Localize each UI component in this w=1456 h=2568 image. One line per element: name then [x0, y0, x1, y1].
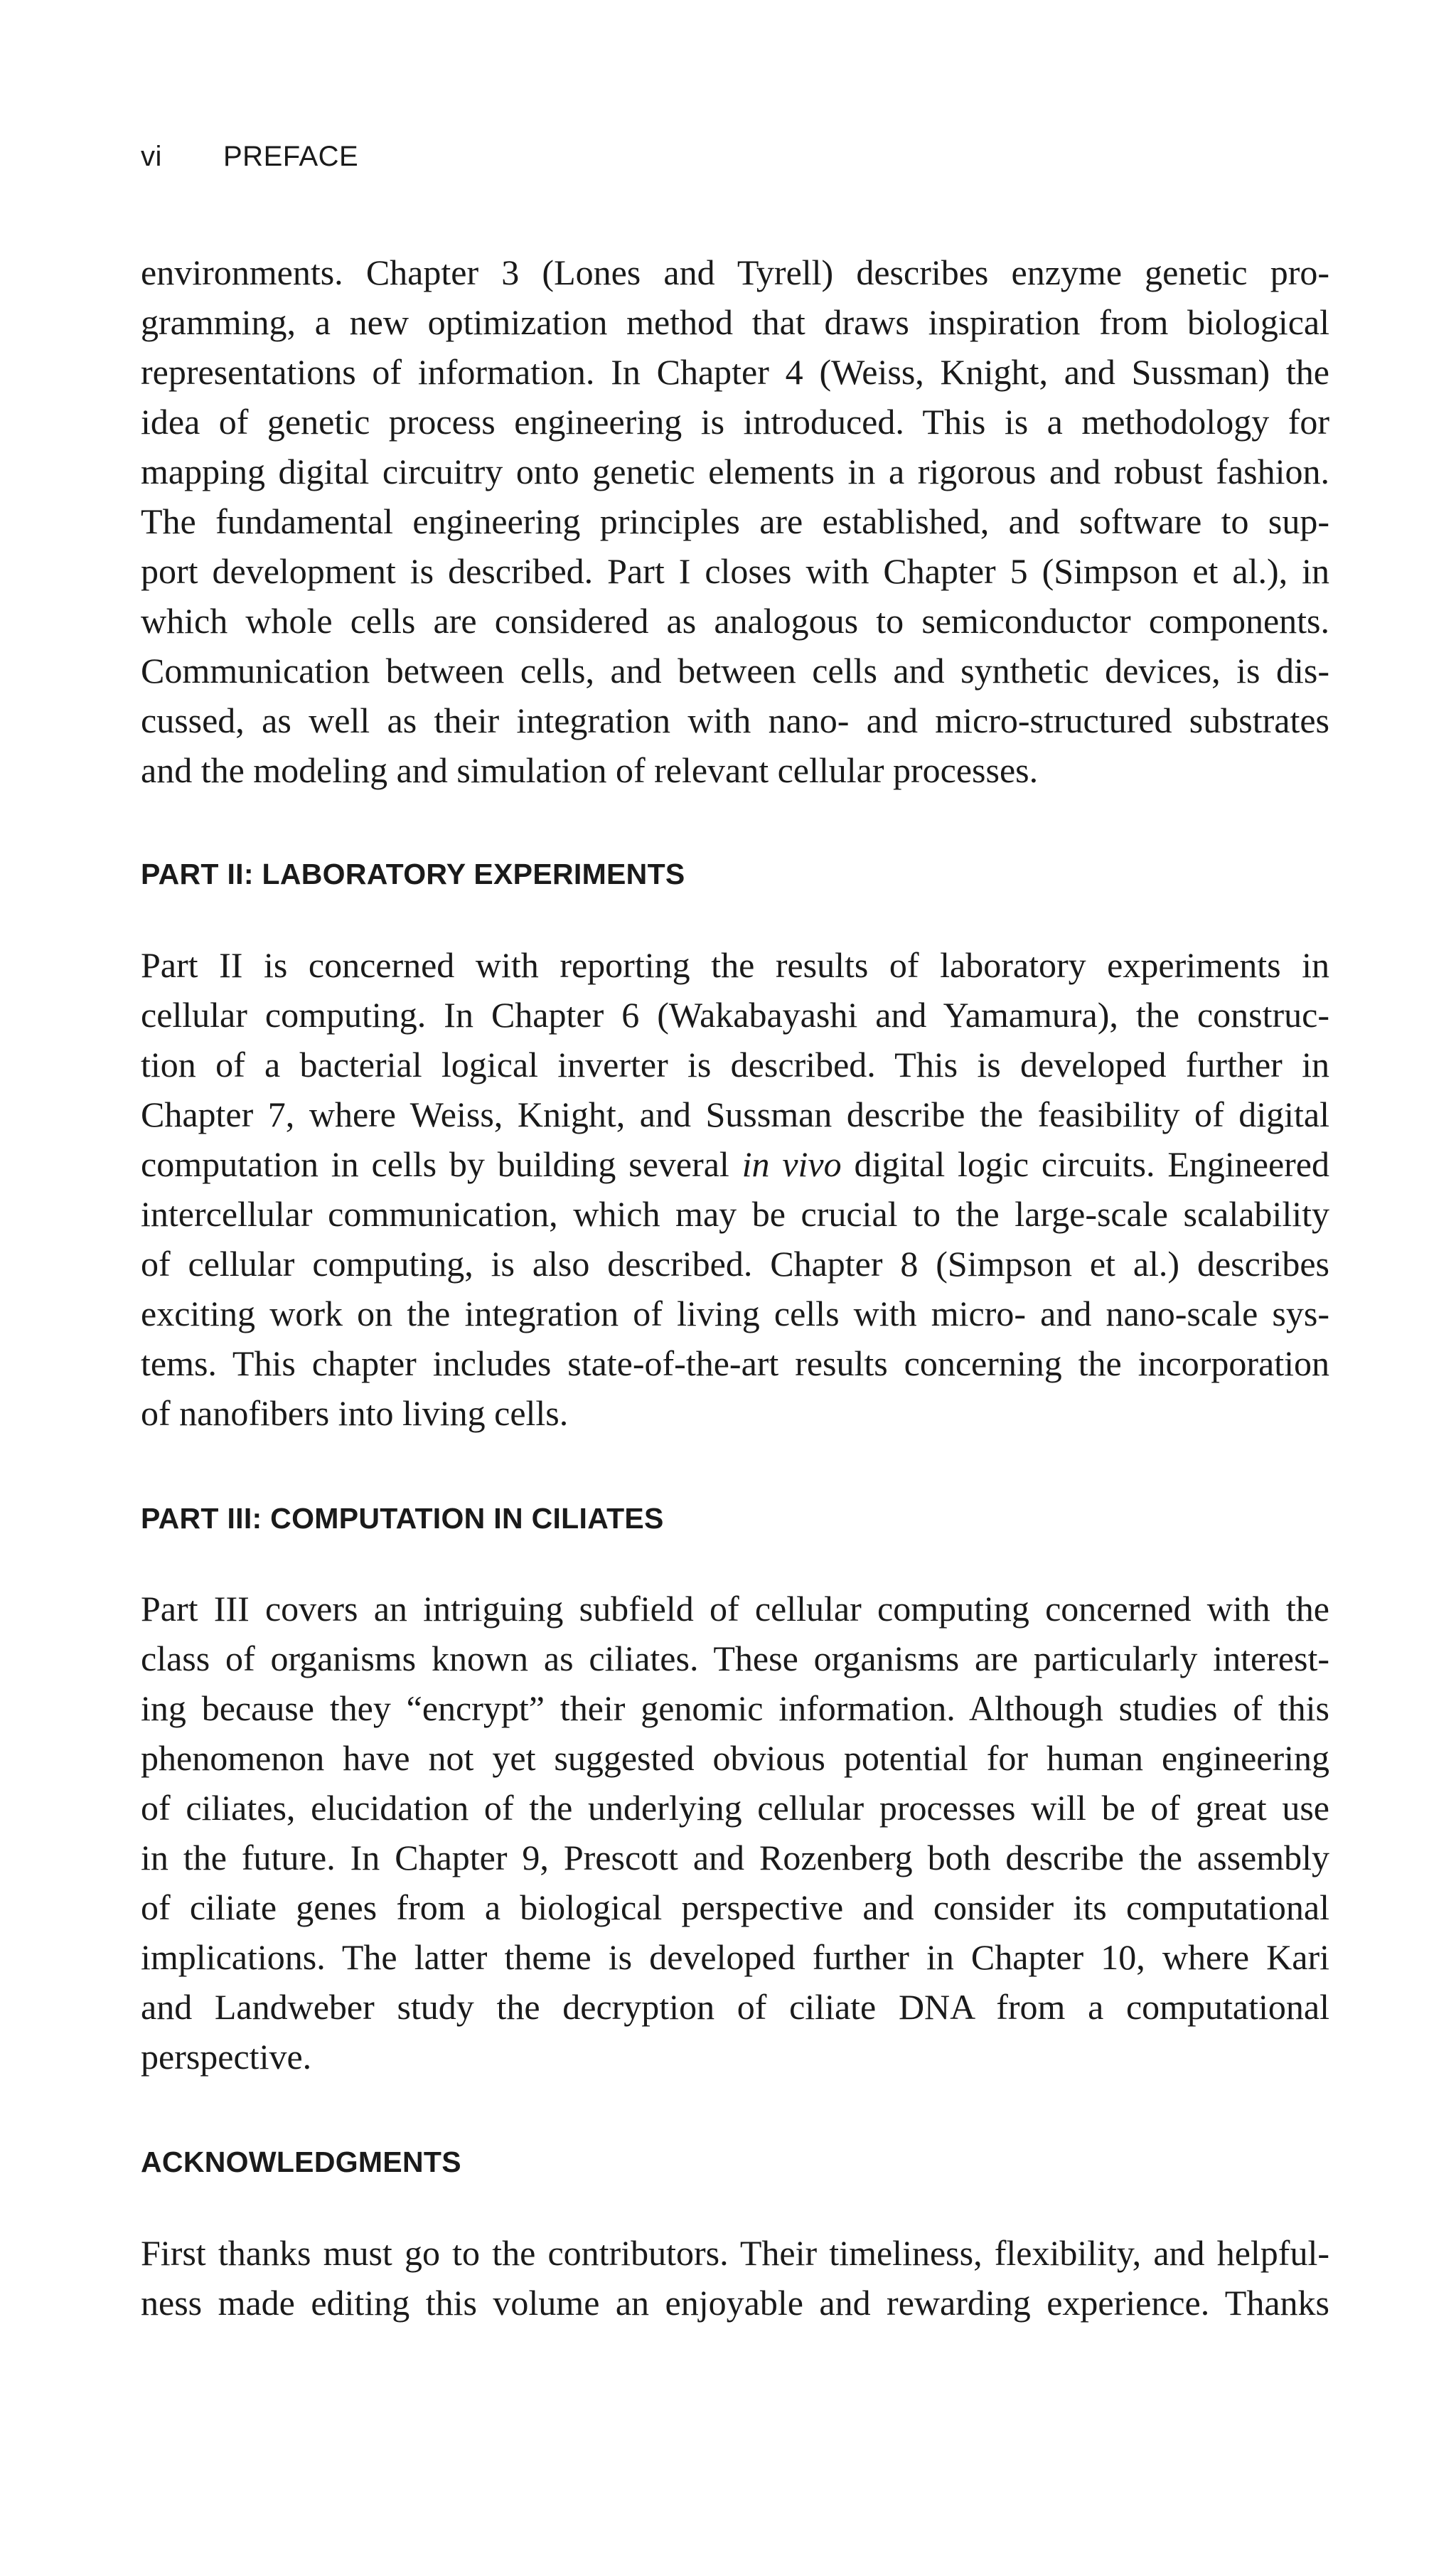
text-line: idea of genetic process engineering is introduced. This is a methodology for	[141, 402, 1329, 442]
text-line: perspective.	[141, 2037, 312, 2077]
text-line: First thanks must go to the contributors. Their timeliness, flexibility, and helpful-	[141, 2233, 1329, 2273]
text-line: cellular computing. In Chapter 6 (Wakabayashi and Yamamura), the construc-	[141, 995, 1329, 1035]
text-line: tems. This chapter includes state-of-the-art results concerning the incorporation	[141, 1343, 1329, 1383]
running-head	[141, 139, 358, 174]
text-line: Communication between cells, and between cells and synthetic devices, is dis-	[141, 651, 1329, 691]
section-heading-part3: PART III: COMPUTATION IN CILIATES	[141, 1502, 664, 1535]
text-line-with-italic	[141, 1139, 1329, 1189]
part3-paragraph	[141, 1584, 1329, 2082]
text-line: Part III covers an intriguing subfield of cellular computing concerned with the	[141, 1589, 1329, 1629]
text-line: of cellular computing, is also described. Chapter 8 (Simpson et al.) describes	[141, 1244, 1329, 1284]
text-run: computation in cells by building several	[141, 1144, 742, 1184]
running-head-title: PREFACE	[223, 141, 359, 172]
text-line: ness made editing this volume an enjoyable and rewarding experience. Thanks	[141, 2283, 1329, 2323]
text-line: which whole cells are considered as analogous to semiconductor components.	[141, 601, 1329, 641]
italic-term: in vivo	[742, 1144, 842, 1184]
section-heading-part2: PART II: LABORATORY EXPERIMENTS	[141, 858, 685, 890]
intro-paragraph	[141, 247, 1329, 795]
text-line: implications. The latter theme is developed further in Chapter 10, where Kari	[141, 1937, 1329, 1977]
text-line: Part II is concerned with reporting the results of laboratory experiments in	[141, 945, 1329, 985]
text-line: environments. Chapter 3 (Lones and Tyrell) describes enzyme genetic pro-	[141, 252, 1329, 292]
text-line: phenomenon have not yet suggested obvious potential for human engineering	[141, 1738, 1329, 1778]
text-line: gramming, a new optimization method that draws inspiration from biological	[141, 302, 1329, 342]
text-line: ing because they “encrypt” their genomic information. Although studies of this	[141, 1688, 1329, 1728]
acknowledgments-heading-block	[141, 2144, 1329, 2180]
section-heading-acknowledgments: ACKNOWLEDGMENTS	[141, 2146, 461, 2178]
text-line: of nanofibers into living cells.	[141, 1393, 569, 1433]
text-line: of ciliate genes from a biological perspective and consider its computational	[141, 1887, 1329, 1927]
text-line: of ciliates, elucidation of the underlying cellular processes will be of great use	[141, 1788, 1329, 1828]
text-line: in the future. In Chapter 9, Prescott and Rozenberg both describe the assembly	[141, 1838, 1329, 1877]
part2-heading-block	[141, 856, 1329, 892]
text-line: exciting work on the integration of living cells with micro- and nano-scale sys-	[141, 1294, 1329, 1333]
page-number: vi	[141, 141, 162, 172]
text-line: tion of a bacterial logical inverter is described. This is developed further in	[141, 1045, 1329, 1085]
text-line: Chapter 7, where Weiss, Knight, and Sussman describe the feasibility of digital	[141, 1094, 1329, 1134]
part3-heading-block	[141, 1501, 1329, 1536]
text-line: representations of information. In Chapter 4 (Weiss, Knight, and Sussman) the	[141, 352, 1329, 392]
part2-paragraph	[141, 940, 1329, 1438]
text-line: cussed, as well as their integration with nano- and micro-structured substrates	[141, 700, 1329, 740]
text-line: and the modeling and simulation of relevant cellular processes.	[141, 750, 1039, 790]
text-line: class of organisms known as ciliates. These organisms are particularly interest-	[141, 1639, 1329, 1678]
text-line: port development is described. Part I closes with Chapter 5 (Simpson et al.), in	[141, 551, 1329, 591]
text-line: The fundamental engineering principles are established, and software to sup-	[141, 501, 1329, 541]
text-line: intercellular communication, which may be crucial to the large-scale scalability	[141, 1194, 1329, 1234]
text-line: mapping digital circuitry onto genetic elements in a rigorous and robust fashion.	[141, 452, 1329, 491]
text-run: digital logic circuits. Engineered	[841, 1144, 1329, 1184]
acknowledgments-paragraph	[141, 2228, 1329, 2328]
text-line: and Landweber study the decryption of ciliate DNA from a computational	[141, 1987, 1329, 2027]
